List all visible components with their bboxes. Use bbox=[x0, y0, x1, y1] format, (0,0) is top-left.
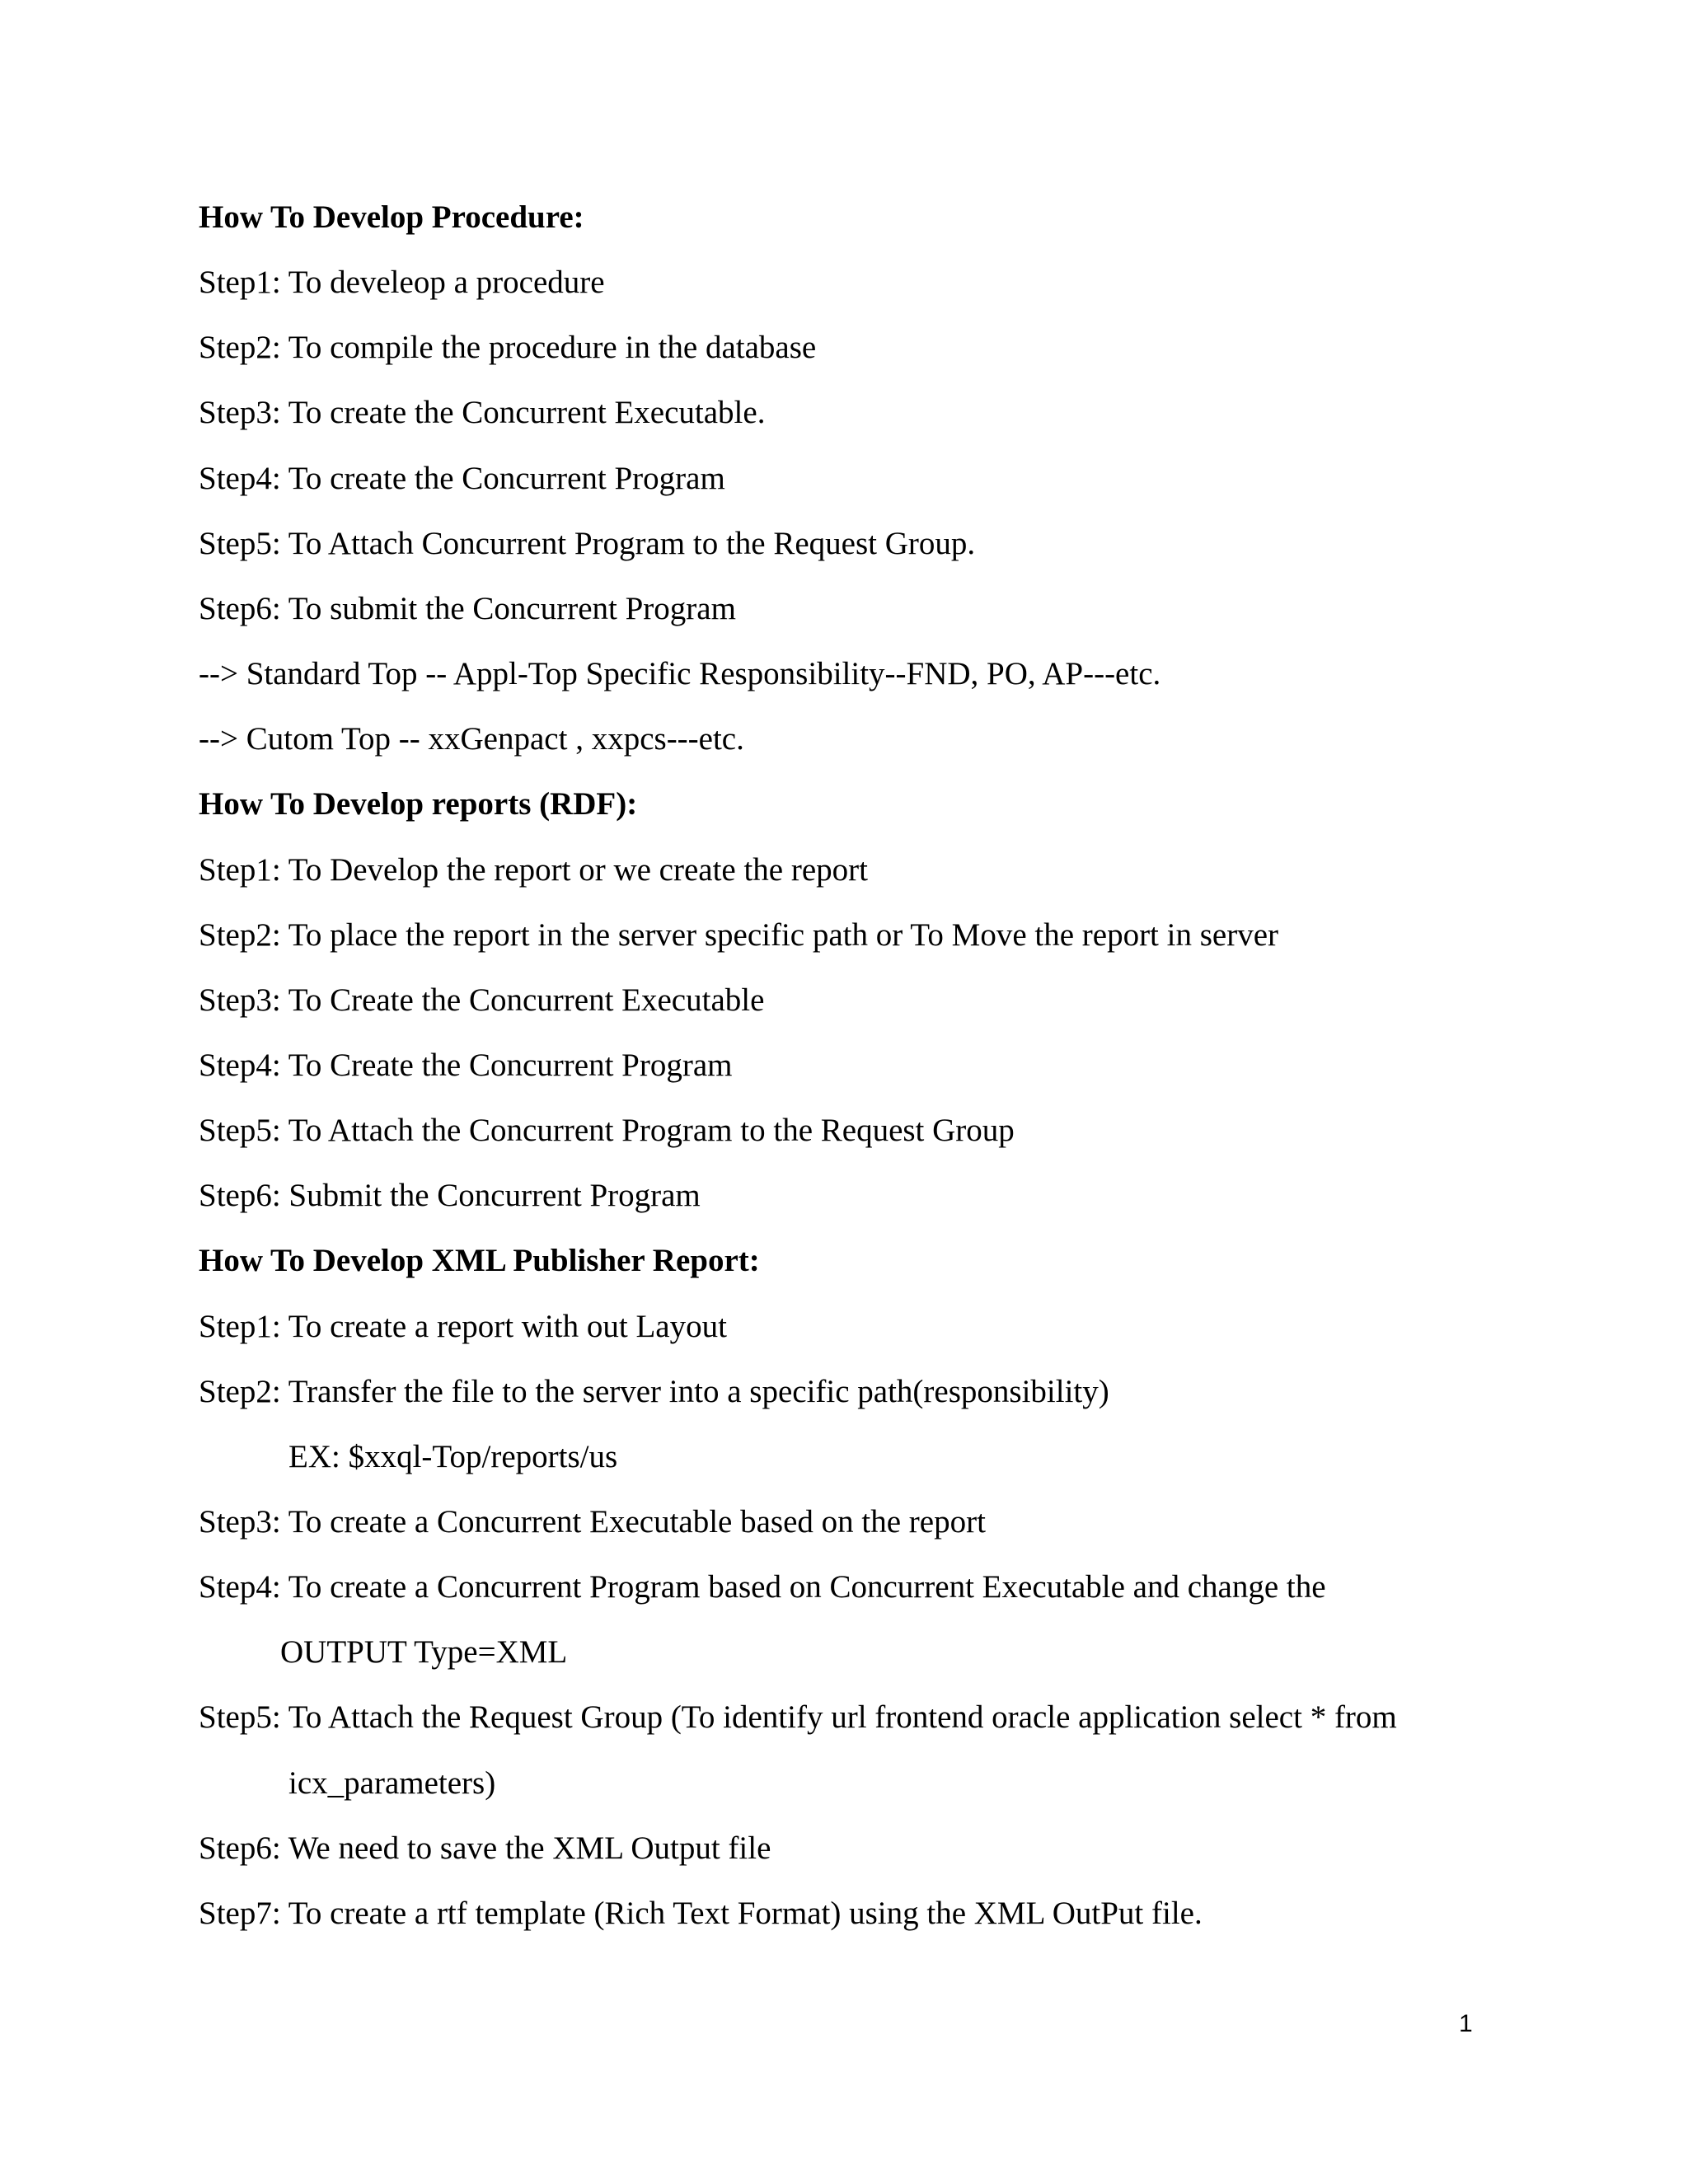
text-line: --> Cutom Top -- xxGenpact , xxpcs---etc. bbox=[199, 721, 744, 757]
text-line: Step5: To Attach Concurrent Program to the Request Group. bbox=[199, 526, 976, 561]
text-line: Step3: To create the Concurrent Executable. bbox=[199, 395, 766, 430]
text-line: icx_parameters) bbox=[288, 1765, 496, 1801]
text-line: Step2: Transfer the file to the server into a specific path(responsibility) bbox=[199, 1374, 1109, 1409]
text-line: Step3: To Create the Concurrent Executable bbox=[199, 982, 765, 1018]
text-line: Step1: To Develop the report or we create the report bbox=[199, 852, 868, 888]
section-heading: How To Develop XML Publisher Report: bbox=[199, 1243, 760, 1278]
section-heading: How To Develop reports (RDF): bbox=[199, 786, 638, 822]
text-line: Step4: To Create the Concurrent Program bbox=[199, 1047, 733, 1083]
text-line: Step4: To create a Concurrent Program based on Concurrent Executable and change the bbox=[199, 1569, 1326, 1605]
text-line: Step6: To submit the Concurrent Program bbox=[199, 591, 736, 626]
text-line: Step6: We need to save the XML Output file bbox=[199, 1830, 771, 1866]
text-line: Step2: To compile the procedure in the database bbox=[199, 330, 817, 365]
text-line: Step4: To create the Concurrent Program bbox=[199, 461, 725, 496]
text-line: Step5: To Attach the Request Group (To identify url frontend oracle application select * from bbox=[199, 1699, 1397, 1735]
section-heading: How To Develop Procedure: bbox=[199, 199, 584, 235]
text-line: EX: $xxql-Top/reports/us bbox=[288, 1439, 618, 1474]
text-line: Step1: To develeop a procedure bbox=[199, 265, 605, 300]
page-number: 1 bbox=[1459, 2010, 1473, 2037]
text-line: OUTPUT Type=XML bbox=[280, 1634, 568, 1670]
text-line: Step5: To Attach the Concurrent Program to the Request Group bbox=[199, 1113, 1015, 1148]
text-line: Step1: To create a report with out Layout bbox=[199, 1309, 727, 1344]
text-line: Step3: To create a Concurrent Executable based on the report bbox=[199, 1504, 986, 1540]
text-line: Step2: To place the report in the server specific path or To Move the report in server bbox=[199, 917, 1279, 953]
text-line: Step7: To create a rtf template (Rich Text Format) using the XML OutPut file. bbox=[199, 1896, 1203, 1931]
text-line: Step6: Submit the Concurrent Program bbox=[199, 1178, 701, 1213]
text-line: --> Standard Top -- Appl-Top Specific Responsibility--FND, PO, AP---etc. bbox=[199, 656, 1161, 691]
